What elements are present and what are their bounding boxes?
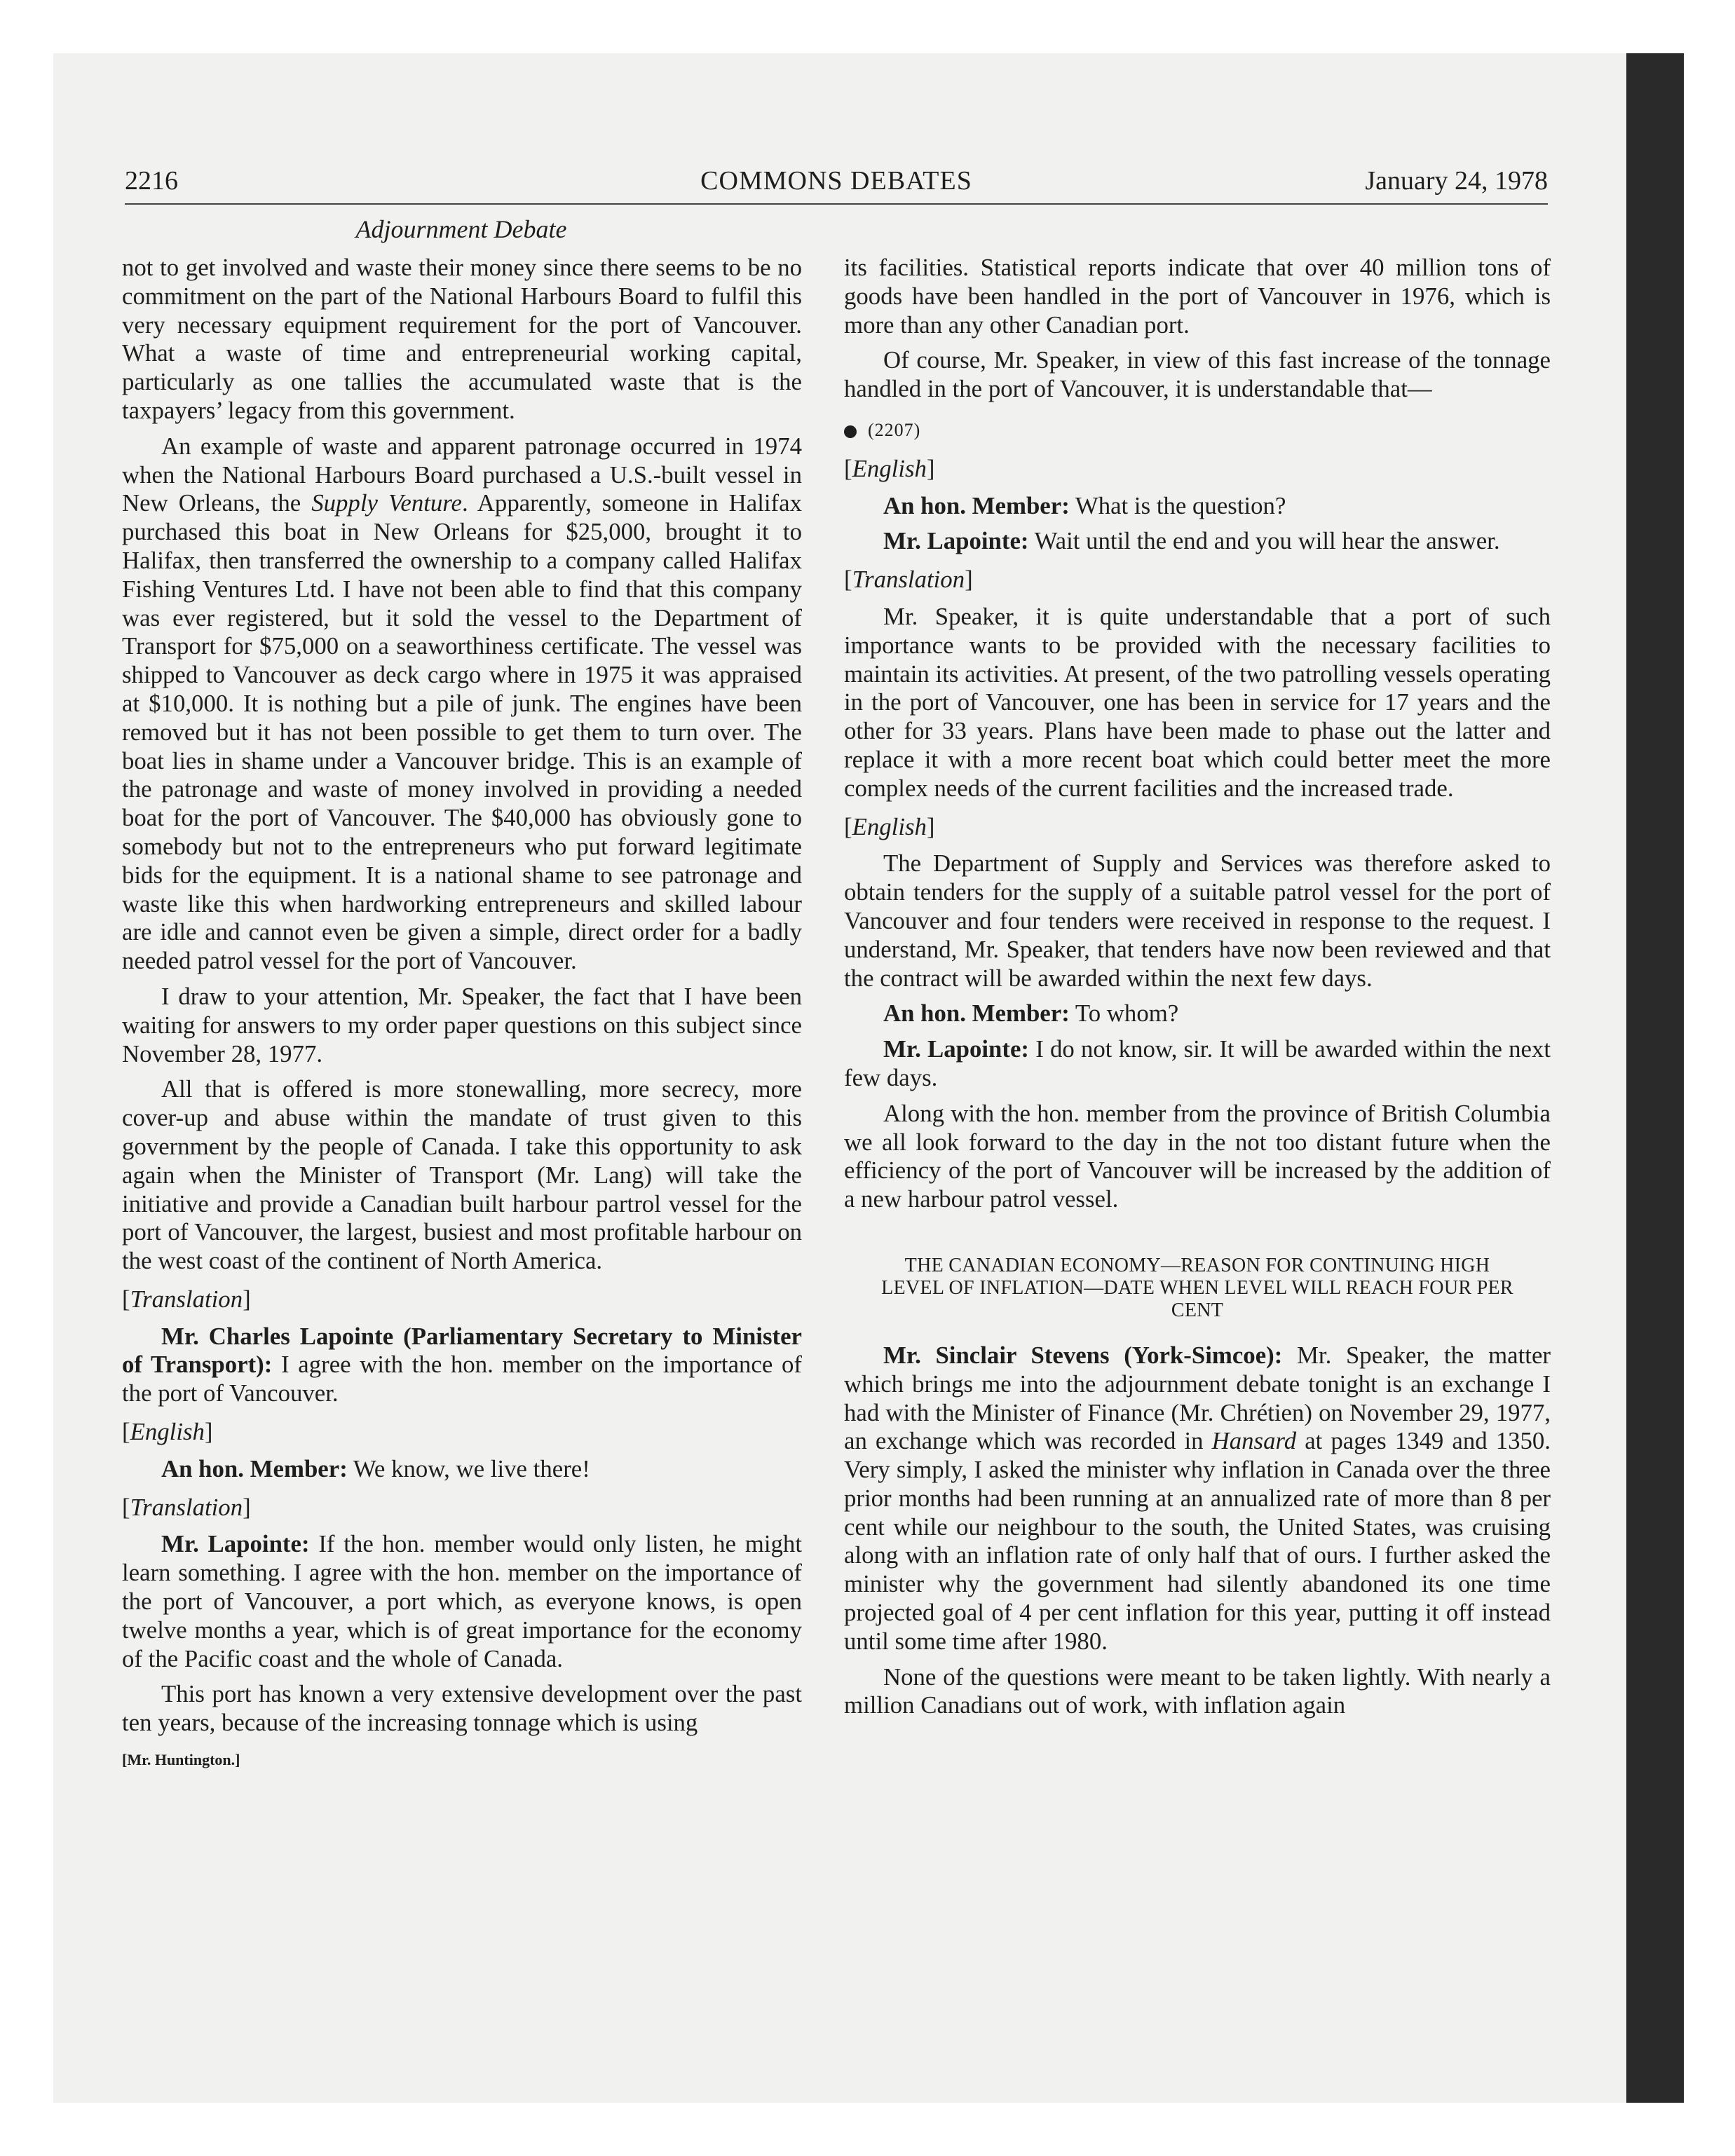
- paragraph: [844, 1342, 1551, 1656]
- paragraph: its facilities. Statistical reports indicate that over 40 million tons of goods have been handled in the port of Vancouver in 1976, which is more than any other Canadian port.: [844, 254, 1551, 339]
- speaker-name: An hon. Member:: [883, 491, 1070, 519]
- speech-text: If the hon. member would only listen, he might learn something. I agree with the hon. member on the importance of the port of Vancouver, a port which, as everyone knows, is open twelve months a year, which is of great importance for the economy of the Pacific coast and the whole of Canada.: [122, 1530, 802, 1672]
- running-header: [125, 164, 1548, 205]
- speech-text: Wait until the end and you will hear the answer.: [1028, 527, 1500, 555]
- language-label: Translation: [130, 1285, 243, 1313]
- paragraph: [844, 527, 1551, 556]
- speech-text: Mr. Speaker, the matter which brings me into the adjournment debate tonight is an exchange I had with the Minister of Finance (Mr. Chrétien) on November 29, 1977, an exchange which was recorded in: [844, 1341, 1551, 1455]
- ship-name: Supply Venture: [311, 489, 462, 517]
- subject-heading: THE CANADIAN ECONOMY—REASON FOR CONTINUING HIGH LEVEL OF INFLATION—DATE WHEN LEVEL WILL REACH FOUR PER CENT: [881, 1254, 1513, 1321]
- language-marker: [English]: [122, 1418, 213, 1446]
- speech-text: What is the question?: [1069, 491, 1286, 519]
- paragraph: This port has known a very extensive development over the past ten years, because of the increasing tonnage which is using: [122, 1680, 802, 1737]
- paragraph: [122, 1530, 802, 1673]
- section-heading: Adjournment Debate: [355, 215, 567, 243]
- language-label: English: [852, 454, 927, 482]
- speaker-name: Mr. Charles Lapointe (Parliamentary Secretary to Minister of Transport):: [122, 1322, 802, 1379]
- paragraph: I draw to your attention, Mr. Speaker, the fact that I have been waiting for answers to my order paper questions on this subject since November 28, 1977.: [122, 982, 802, 1067]
- paragraph: None of the questions were meant to be taken lightly. With nearly a million Canadians out of work, with inflation again: [844, 1663, 1551, 1719]
- language-marker: [English]: [844, 812, 935, 840]
- time-marker: [844, 416, 1551, 445]
- paragraph: [844, 1035, 1551, 1093]
- speaker-name: An hon. Member:: [883, 999, 1070, 1028]
- time-marker-label: (2207): [868, 419, 921, 440]
- hansard-title: Hansard: [1211, 1427, 1297, 1455]
- paragraph: not to get involved and waste their money since there seems to be no commitment on the part of the National Harbours Board to fulfil this very necessary equipment requirement for the port of Vancouver. What a waste of time and entrepreneurial working capital, particularly as one tallies the accumulated waste that is the taxpayers’ legacy from this government.: [122, 254, 802, 424]
- language-marker: [Translation]: [844, 566, 973, 594]
- speech-text: at pages 1349 and 1350. Very simply, I asked the minister why inflation in Canada over the three prior months had been running at an annualized rate of more than 8 per cent while our neighbour to the south, the United States, was cruising along with an inflation rate of only half that of ours. I further asked the minister why the government had silently abandoned its one time projected goal of 4 per cent inflation for this year, putting it off instead until some time after 1980.: [844, 1427, 1551, 1655]
- paragraph: [844, 492, 1551, 521]
- language-marker: [Translation]: [122, 1285, 251, 1313]
- bullet-icon: [844, 425, 857, 438]
- speaker-name: An hon. Member:: [161, 1454, 348, 1482]
- paragraph: [844, 999, 1551, 1028]
- paragraph: Along with the hon. member from the province of British Columbia we all look forward to the day in the not too distant future when the efficiency of the port of Vancouver will be increased by the addition of a new harbour patrol vessel.: [844, 1099, 1551, 1213]
- speech-text: I do not know, sir. It will be awarded within the next few days.: [844, 1035, 1551, 1091]
- language-marker: [English]: [844, 454, 935, 482]
- language-label: Translation: [130, 1493, 243, 1521]
- language-label: English: [852, 812, 927, 840]
- speech-text: We know, we live there!: [347, 1454, 590, 1482]
- paragraph: [122, 432, 802, 976]
- paragraph: Of course, Mr. Speaker, in view of this fast increase of the tonnage handled in the port of Vancouver, it is understandable that—: [844, 346, 1551, 403]
- speaker-name: Mr. Lapointe:: [161, 1530, 310, 1558]
- language-label: Translation: [852, 566, 965, 594]
- paragraph: [122, 1455, 802, 1484]
- journal-title: COMMONS DEBATES: [700, 166, 972, 196]
- binding-edge: [1626, 53, 1684, 2103]
- speech-text: I agree with the hon. member on the importance of the port of Vancouver.: [122, 1351, 802, 1407]
- right-column: [844, 254, 1551, 1727]
- paragraph: The Department of Supply and Services was therefore asked to obtain tenders for the supply of a suitable patrol vessel for the port of Vancouver and four tenders were received in response to the request. I understand, Mr. Speaker, that tenders have now been reviewed and that the contract will be awarded within the next few days.: [844, 850, 1551, 992]
- speaker-name: Mr. Lapointe:: [883, 1035, 1029, 1063]
- language-marker: [Translation]: [122, 1493, 251, 1521]
- speech-text: To whom?: [1069, 999, 1179, 1028]
- paragraph: All that is offered is more stonewalling, more secrecy, more cover-up and abuse within the mandate of trust given to this government by the people of Canada. I take this opportunity to ask again when the Minister of Transport (Mr. Lang) will take the initiative and provide a Canadian built harbour partrol vessel for the port of Vancouver, the largest, busiest and most profitable harbour on the west coast of the continent of North America.: [122, 1075, 802, 1275]
- speaker-footnote: [Mr. Huntington.]: [122, 1751, 240, 1769]
- paragraph-text: . Apparently, someone in Halifax purchased this boat in New Orleans for $25,000, brought it to Halifax, then transferred the ownership to a company called Halifax Fishing Ventures Ltd. I have not been able to find that this company was ever registered, but it sold the vessel to the Department of Transport for $75,000 on a seaworthiness certificate. The vessel was shipped to Vancouver as deck cargo where in 1975 it was appraised at $10,000. It is nothing but a pile of junk. The engines have been removed but it has not been possible to get them to turn over. The boat lies in shame under a Vancouver bridge. This is an example of the patronage and waste of money involved in providing a needed boat for the port of Vancouver. The $40,000 has obviously gone to somebody but not to the entrepreneurs who put forward legitimate bids for the equipment. It is a national shame to see patronage and waste like this when hardworking entrepreneurs and skilled labour are idle and cannot even be given a simple, direct order for a badly needed patrol vessel for the port of Vancouver.: [122, 489, 802, 975]
- header-date: January 24, 1978: [1365, 166, 1548, 196]
- speaker-name: Mr. Sinclair Stevens (York-Simcoe):: [883, 1341, 1283, 1369]
- left-column: [122, 254, 802, 1775]
- language-label: English: [130, 1418, 205, 1446]
- paragraph: Mr. Speaker, it is quite understandable that a port of such importance wants to be provided with the necessary facilities to maintain its activities. At present, of the two patrolling vessels operating in the port of Vancouver, one has been in service for 17 years and the other for 33 years. Plans have been made to phase out the latter and replace it with a more recent boat which could better meet the more complex needs of the current facilities and the increased trade.: [844, 602, 1551, 802]
- page-number: 2216: [125, 166, 178, 196]
- paragraph: [122, 1323, 802, 1408]
- speaker-name: Mr. Lapointe:: [883, 527, 1029, 555]
- paragraph-text: An example of waste and apparent patronage occurred in 1974 when the National Harbours Board purchased a U.S.-built vessel in New Orleans, the: [122, 432, 802, 517]
